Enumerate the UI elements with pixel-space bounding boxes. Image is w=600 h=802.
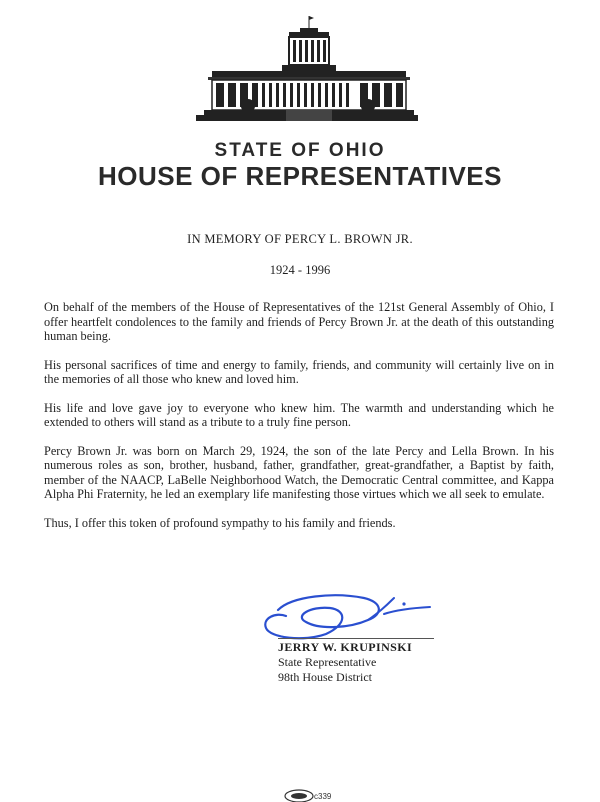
paragraph: His life and love gave joy to everyone who knew him. The warmth and understanding which he extended to others will stand as a tribute to a truly fine person. bbox=[44, 400, 554, 429]
signer-title: State Representative bbox=[278, 655, 377, 669]
memorial-years: 1924 - 1996 bbox=[269, 263, 331, 277]
print-code: c339 bbox=[314, 792, 332, 801]
statehouse-emblem bbox=[196, 14, 418, 126]
paragraph: Thus, I offer this token of profound sympathy to his family and friends. bbox=[44, 515, 396, 530]
paragraph: On behalf of the members of the House of Representatives of the 121st General Assembly of Ohio, I offer heartfelt condolences to the family and friends of Percy Brown Jr. at the death of this outstanding human being. bbox=[44, 300, 554, 343]
signer-block bbox=[278, 640, 412, 685]
paragraph: Percy Brown Jr. was born on March 29, 1924, the son of the late Percy and Lella Brown. In his numerous roles as son, brother, husband, father, grandfather, great-grandfather, a Baptist by faith, member of the NAACP, LaBelle Neighborhood Watch, the Democratic Central committee, and Kappa Alpha Phi Fraternity, he led an exemplary life manifesting those virtues which we all seek to emulate. bbox=[44, 443, 554, 501]
memorial-title: IN MEMORY OF PERCY L. BROWN JR. bbox=[187, 232, 413, 246]
house-heading: HOUSE OF REPRESENTATIVES bbox=[98, 161, 502, 191]
signature-line bbox=[278, 638, 434, 639]
state-heading: STATE OF OHIO bbox=[214, 140, 386, 161]
signer-district: 98th House District bbox=[278, 670, 372, 684]
signer-name: JERRY W. KRUPINSKI bbox=[278, 640, 413, 654]
resolution-body bbox=[44, 300, 554, 544]
paragraph: His personal sacrifices of time and energy to family, friends, and community will certainly live on in the memories of all those who knew and loved him. bbox=[44, 357, 554, 386]
